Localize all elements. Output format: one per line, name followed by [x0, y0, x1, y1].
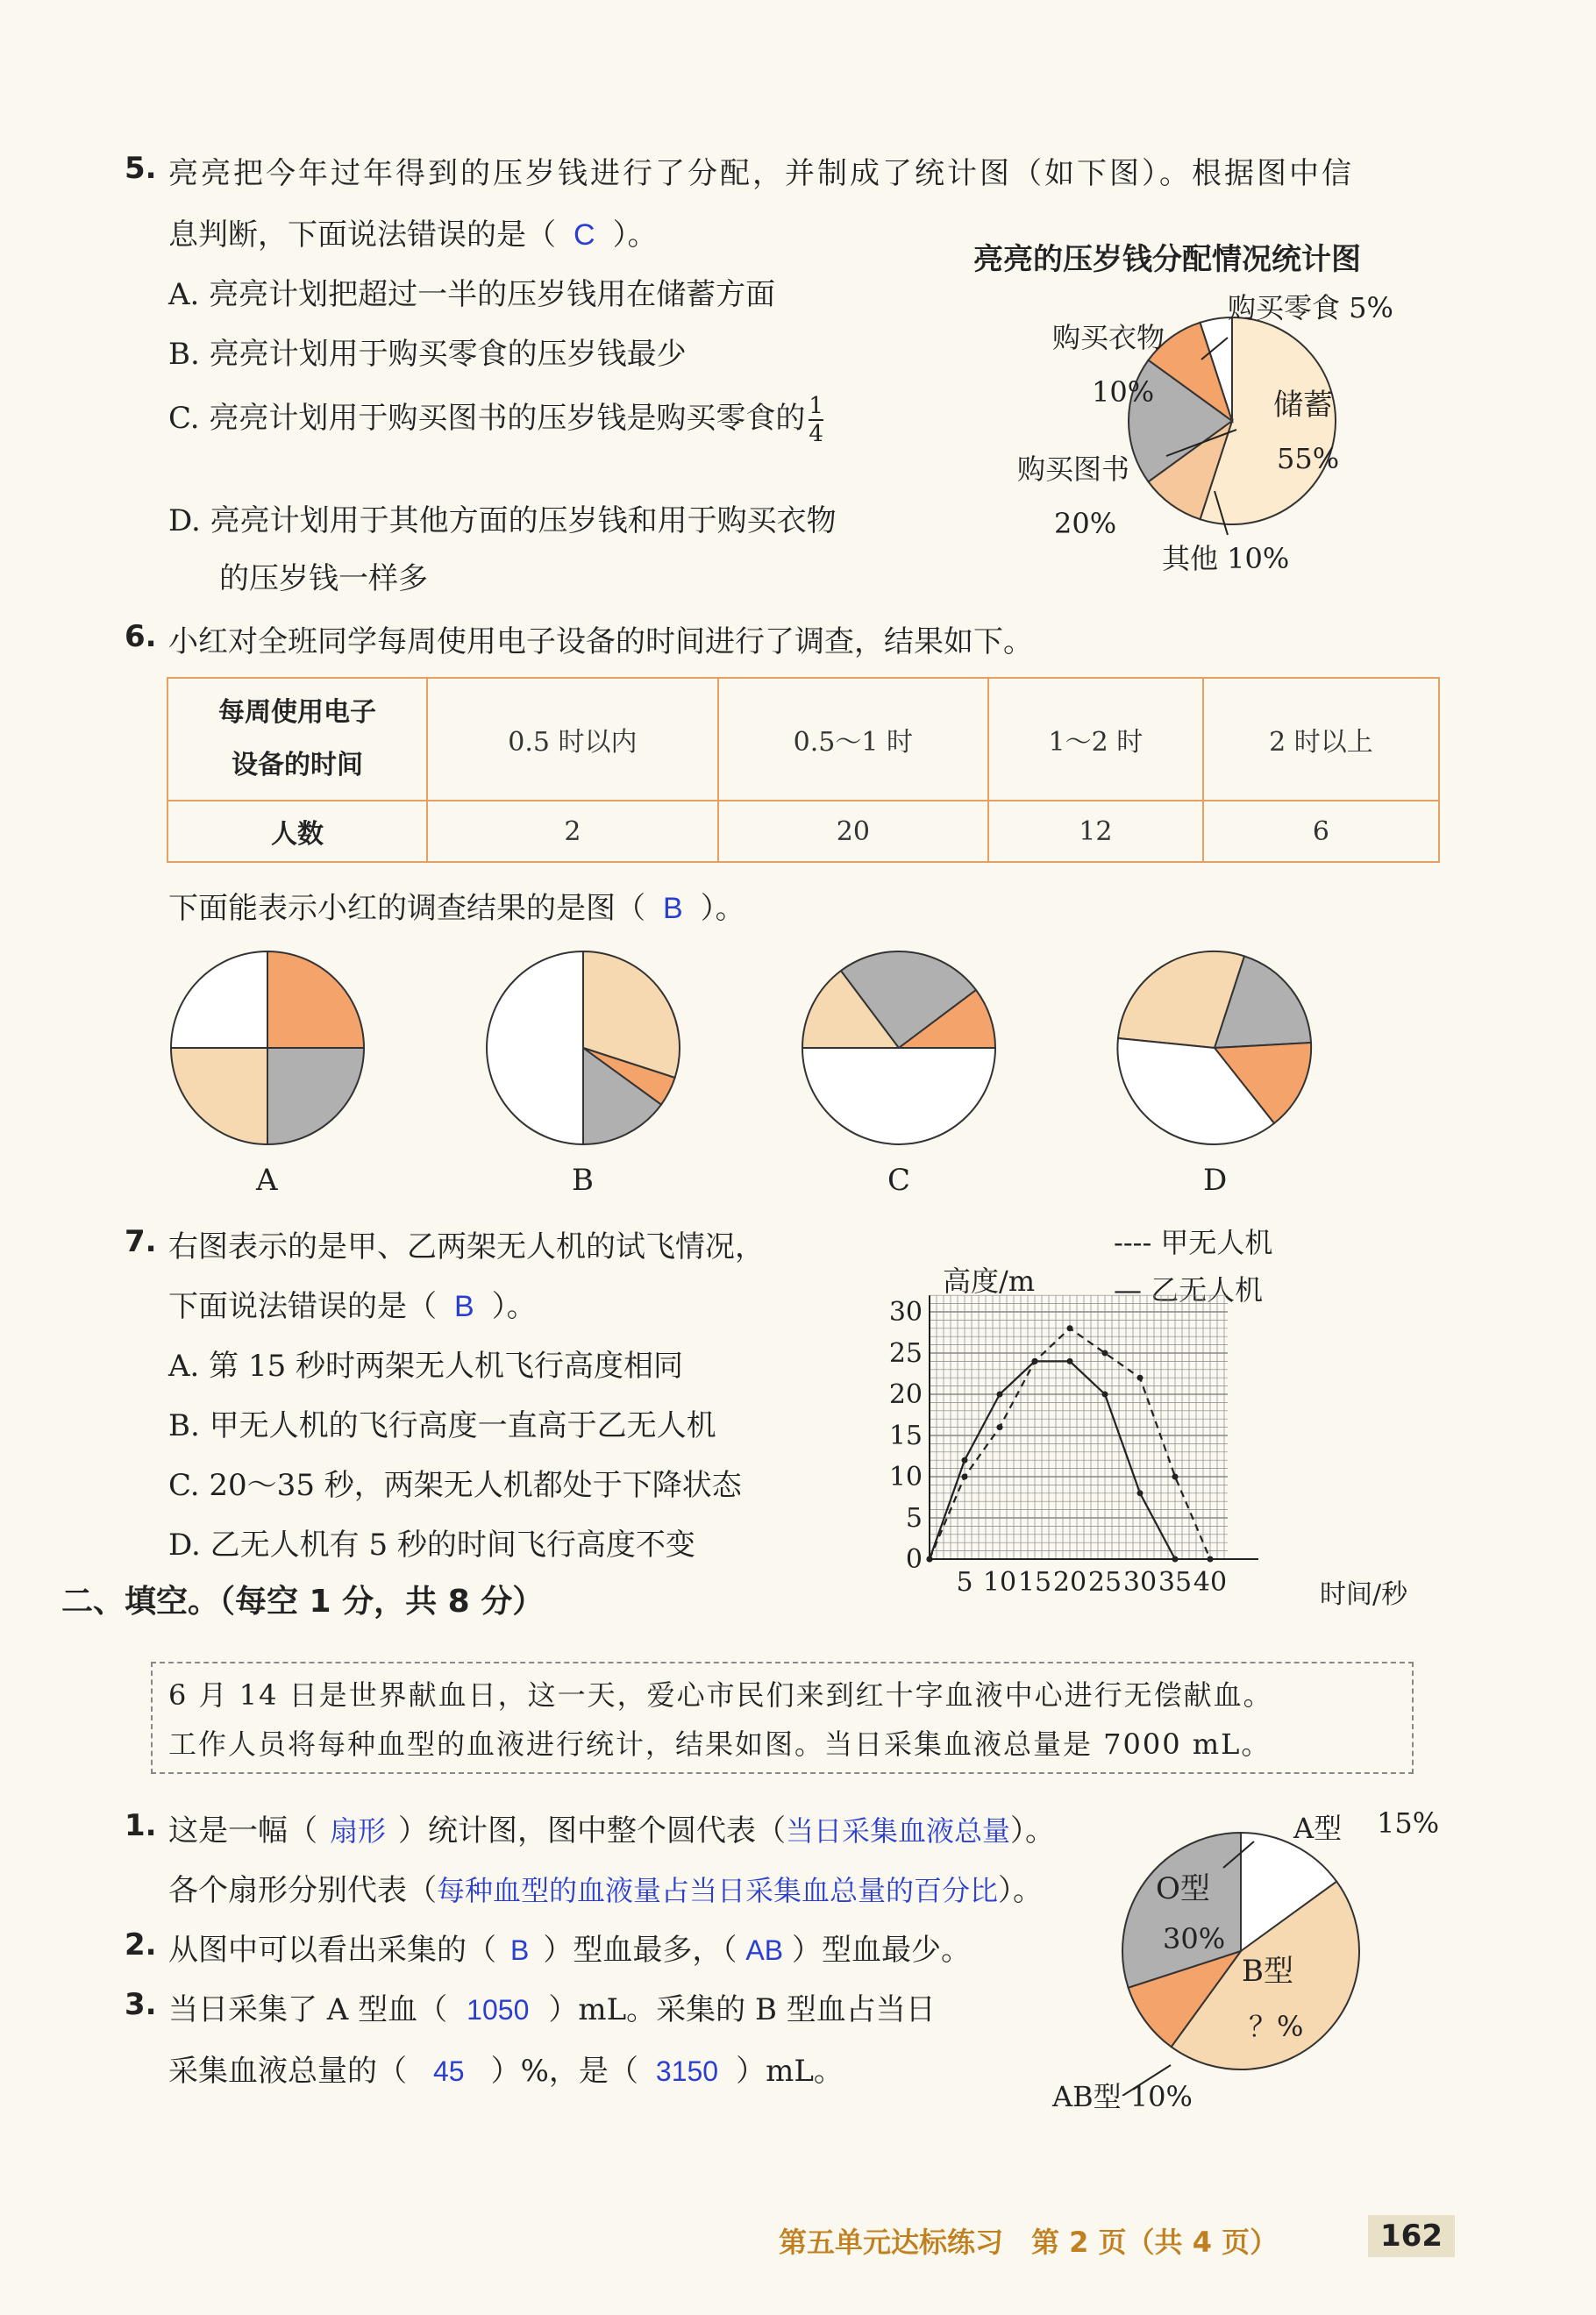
s2-q1-line1	[168, 1806, 1055, 1849]
section2-passage	[151, 1662, 1414, 1774]
q7-x-tick: 30	[1122, 1567, 1158, 1598]
q6-pie-a-slice-2	[267, 1048, 364, 1144]
q6-stem: 小红对全班同学每周使用电子设备的时间进行了调查，结果如下。	[168, 624, 1033, 659]
s2-q1-line2-b: ）。	[998, 1873, 1044, 1908]
s2-q1-line2	[168, 1866, 1043, 1909]
q5-option-d-line2: 的压岁钱一样多	[219, 561, 428, 596]
q7-point	[997, 1424, 1003, 1430]
q6-header-line2: 设备的时间	[232, 750, 363, 780]
q7-x-tick: 20	[1052, 1567, 1087, 1598]
blood-label-a: A型	[1293, 1812, 1343, 1845]
q7-legend-b-text: 乙无人机	[1151, 1273, 1264, 1307]
q6-pie-label-d: D	[1203, 1163, 1228, 1198]
q7-point	[927, 1556, 933, 1563]
q7-point	[1032, 1358, 1038, 1364]
q5-label-books-pct: 20%	[1054, 507, 1117, 540]
q7-x-axis-label: 时间/秒	[1320, 1579, 1408, 1610]
q7-y-tick: 20	[888, 1379, 923, 1410]
q5-label-books: 购买图书	[1017, 452, 1130, 486]
q7-x-tick: 35	[1158, 1567, 1193, 1598]
q7-y-tick: 0	[905, 1544, 923, 1575]
s2-q3-line2-a: 采集血液总量的（	[168, 2054, 407, 2089]
q5-answer[interactable]: C	[574, 218, 595, 252]
q6-val-1: 20	[718, 801, 988, 862]
page-number: 162	[1368, 2215, 1455, 2257]
q7-option-a: A. 第 15 秒时两架无人机飞行高度相同	[168, 1349, 684, 1384]
q7-point	[1137, 1490, 1144, 1496]
q5-stem-line2	[168, 210, 658, 253]
q6-question-pre: 下面能表示小红的调查结果的是图（	[168, 891, 645, 926]
q6-col-0: 0.5 时以内	[427, 678, 718, 801]
q7-option-d: D. 乙无人机有 5 秒的时间飞行高度不变	[168, 1528, 695, 1563]
q7-line-chart	[868, 1263, 1447, 1622]
q7-x-tick: 40	[1193, 1567, 1228, 1598]
q5-number: 5.	[125, 151, 157, 186]
q6-pie-a-slice-1	[267, 951, 364, 1048]
q7-legend-a-text: 甲无人机	[1160, 1226, 1273, 1259]
q7-point	[962, 1457, 968, 1464]
blood-label-b: B型	[1242, 1954, 1293, 1989]
q6-row-label: 人数	[167, 801, 427, 862]
q6-survey-table	[167, 677, 1440, 863]
q6-pie-d	[1117, 951, 1311, 1144]
s2-q3-b: ）mL。采集的 B 型血占当日	[548, 1992, 936, 2027]
q5-fraction	[809, 393, 823, 447]
q7-point	[1067, 1325, 1073, 1331]
s2-q3-line2	[168, 2047, 844, 2090]
q6-option-pies	[158, 938, 1333, 1219]
q5-label-clothes: 购买衣物	[1052, 321, 1165, 354]
s2-q2-answer1[interactable]: B	[510, 1934, 530, 1966]
q7-stem-line2	[168, 1282, 537, 1325]
s2-q2-answer2[interactable]: AB	[745, 1934, 784, 1966]
q7-x-tick: 25	[1087, 1567, 1122, 1598]
s2-q3-line2-c: ）mL。	[736, 2054, 844, 2089]
q7-point	[997, 1392, 1003, 1398]
q5-stem-post: ）。	[612, 217, 658, 253]
q5-option-d-line1: D. 亮亮计划用于其他方面的压岁钱和用于购买衣物	[168, 503, 837, 538]
q5-option-c	[168, 393, 823, 447]
q7-option-b: B. 甲无人机的飞行高度一直高于乙无人机	[168, 1408, 716, 1443]
q6-pie-b	[487, 951, 680, 1144]
q7-y-axis-label: 高度/m	[943, 1264, 1036, 1298]
blood-label-b-pct: ？%	[1249, 2010, 1304, 2043]
q6-answer[interactable]: B	[663, 892, 683, 925]
q7-number: 7.	[125, 1224, 157, 1259]
q6-pie-c-slice-4	[802, 1048, 995, 1144]
q7-y-tick: 30	[888, 1297, 923, 1328]
q7-point	[1208, 1556, 1214, 1563]
q5-label-other: 其他 10%	[1162, 542, 1290, 575]
s2-q1-b: ）统计图，图中整个圆代表（	[398, 1813, 787, 1848]
q7-y-tick: 5	[905, 1503, 923, 1534]
s2-q3-line2-b: ）%，是（	[490, 2054, 638, 2089]
blood-label-a-pct: 15%	[1377, 1806, 1440, 1840]
s2-q1-a: 这是一幅（	[168, 1813, 317, 1848]
s2-q2-b: ）型血最多，（	[543, 1933, 737, 1968]
s2-q1-c: ）。	[1010, 1813, 1056, 1848]
s2-q2-number: 2.	[125, 1927, 157, 1962]
q6-val-0: 2	[427, 801, 718, 862]
q7-point	[962, 1474, 968, 1480]
q6-pie-label-a: A	[256, 1163, 278, 1198]
s2-q3-a: 当日采集了 A 型血（	[168, 1992, 448, 2027]
q5-stem-line1: 亮亮把今年过年得到的压岁钱进行了分配，并制成了统计图（如下图）。根据图中信	[168, 156, 1354, 191]
dashed-line-icon: ----	[1114, 1226, 1152, 1259]
q6-header-line1: 每周使用电子	[218, 697, 376, 728]
q7-stem-pre: 下面说法错误的是（	[168, 1289, 437, 1324]
q7-x-tick: 15	[1017, 1567, 1052, 1598]
s2-q1-answer3[interactable]: 每种血型的血液量占当日采集血总量的百分比	[437, 1875, 999, 1906]
q6-question-post: ）。	[700, 891, 745, 926]
q6-val-3: 6	[1203, 801, 1439, 862]
s2-q1-answer1[interactable]: 扇形	[330, 1815, 387, 1847]
q6-table-header-label	[167, 678, 427, 801]
q5-option-b: B. 亮亮计划用于购买零食的压岁钱最少	[168, 337, 687, 372]
q5-option-c-text: C. 亮亮计划用于购买图书的压岁钱是购买零食的	[168, 401, 806, 436]
section2-title: 二、填空。（每空 1 分，共 8 分）	[61, 1584, 545, 1620]
q6-col-3: 2 时以上	[1203, 678, 1439, 801]
q7-point	[1172, 1556, 1179, 1563]
q7-x-tick: 10	[982, 1567, 1017, 1598]
q7-answer[interactable]: B	[454, 1290, 474, 1323]
q7-point	[1172, 1474, 1179, 1480]
s2-q2-a: 从图中可以看出采集的（	[168, 1933, 496, 1968]
s2-q3-answer1[interactable]: 1050	[467, 1994, 530, 2026]
blood-label-ab: AB型 10%	[1052, 2080, 1193, 2113]
s2-q2-c: ）型血最少。	[792, 1933, 972, 1968]
q7-option-c: C. 20～35 秒，两架无人机都处于下降状态	[168, 1468, 742, 1503]
passage-line1: 6 月 14 日是世界献血日，这一天，爱心市民们来到红十字血液中心进行无偿献血。	[168, 1678, 1273, 1712]
q7-point	[1102, 1350, 1108, 1357]
s2-q1-line2-a: 各个扇形分别代表（	[168, 1873, 437, 1908]
q7-point	[1067, 1358, 1073, 1364]
s2-q2-line	[168, 1926, 971, 1969]
frac-den: 4	[809, 421, 823, 447]
q5-label-savings: 储蓄	[1273, 388, 1333, 423]
q7-point	[1137, 1375, 1144, 1381]
q5-option-a: A. 亮亮计划把超过一半的压岁钱用在储蓄方面	[168, 277, 776, 312]
q6-pie-label-c: C	[887, 1163, 911, 1198]
q6-pie-label-b: B	[572, 1163, 594, 1198]
s2-q3-number: 3.	[125, 1987, 157, 2022]
s2-q3-line1	[168, 1985, 936, 2028]
s2-q1-number: 1.	[125, 1808, 157, 1843]
q6-val-2: 12	[988, 801, 1203, 862]
q6-pie-a-slice-3	[171, 1048, 267, 1144]
s2-q3-answer3[interactable]: 3150	[655, 2055, 719, 2087]
q6-pie-b-slice-4	[487, 951, 583, 1144]
s2-q3-answer2[interactable]: 45	[433, 2055, 465, 2087]
q6-number: 6.	[125, 619, 157, 654]
q5-label-savings-pct: 55%	[1277, 442, 1340, 475]
q7-legend-a	[1114, 1221, 1272, 1261]
q5-label-snacks: 购买零食 5%	[1228, 291, 1393, 324]
q7-y-tick: 10	[888, 1462, 923, 1492]
q6-col-1: 0.5～1 时	[718, 678, 988, 801]
footer-text: 第五单元达标练习 第 2 页（共 4 页）	[779, 2226, 1279, 2259]
blood-pie-chart	[1035, 1798, 1438, 2096]
q6-pie-c	[802, 951, 995, 1144]
q5-chart-title: 亮亮的压岁钱分配情况统计图	[973, 242, 1361, 277]
q7-ticks	[889, 1297, 1227, 1598]
frac-num: 1	[809, 393, 823, 419]
q7-stem-line1: 右图表示的是甲、乙两架无人机的试飞情况，	[168, 1229, 765, 1264]
passage-line2: 工作人员将每种血型的血液进行统计，结果如图。当日采集血液总量是 7000 mL。	[168, 1727, 1272, 1761]
q6-pie-a-slice-4	[171, 951, 267, 1048]
solid-line-icon: —	[1114, 1273, 1142, 1307]
q7-y-tick: 25	[888, 1338, 923, 1369]
q6-question	[168, 884, 745, 927]
q7-point	[1102, 1392, 1108, 1398]
q7-stem-post: ）。	[491, 1289, 537, 1324]
q5-label-clothes-pct: 10%	[1092, 375, 1155, 409]
q7-x-tick: 5	[956, 1567, 973, 1598]
q5-stem-pre: 息判断，下面说法错误的是（	[168, 217, 556, 253]
q7-y-tick: 15	[888, 1421, 923, 1451]
blood-label-o-pct: 30%	[1163, 1922, 1226, 1955]
blood-label-o: O型	[1156, 1871, 1210, 1906]
q6-pie-a	[171, 951, 364, 1144]
q6-col-2: 1～2 时	[988, 678, 1203, 801]
s2-q1-answer2[interactable]: 当日采集血液总量	[786, 1815, 1011, 1847]
